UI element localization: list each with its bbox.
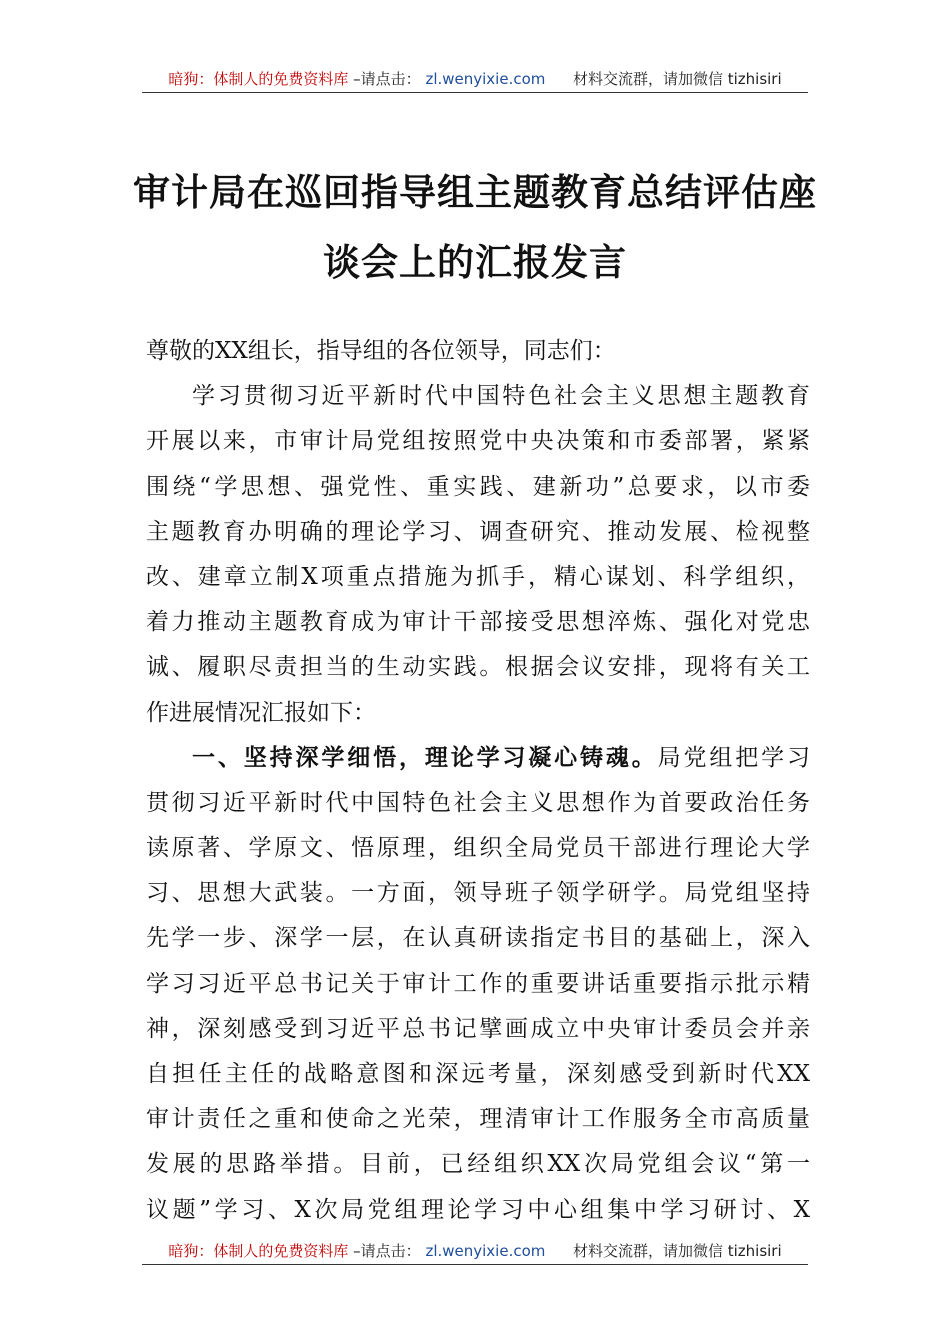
document-title-line-1: 审计局在巡回指导组主题教育总结评估座 [133, 170, 817, 214]
section1-line: 贯彻习近平新时代中国特色社会主义思想作为首要政治任务 [146, 789, 810, 816]
greeting: 尊敬的XX组长，指导组的各位领导，同志们： [146, 338, 616, 364]
intro-line: 着力推动主题教育成为审计干部接受思想淬炼、强化对党忠 [146, 609, 810, 636]
intro-line: 围绕“学思想、强党性、重实践、建新功”总要求，以市委 [146, 473, 810, 500]
footer-link[interactable]: zl.wenyixie.com [425, 1242, 546, 1260]
section1-first-line [146, 736, 810, 781]
section1-first-rest: 局党组把学习 [657, 744, 811, 771]
banner-contact-text: 材料交流群，请加微信 tizhisiri [572, 70, 782, 88]
intro-line: 学习贯彻习近平新时代中国特色社会主义思想主题教育 [192, 383, 810, 410]
section1-line: 习、思想大武装。一方面，领导班子领学研学。局党组坚持 [146, 880, 810, 907]
document-title-line-2: 谈会上的汇报发言 [323, 240, 627, 284]
intro-line: 主题教育办明确的理论学习、调查研究、推动发展、检视整 [146, 518, 810, 545]
footer-click-text: –请点击： [353, 1242, 421, 1260]
banner-click-text: –请点击： [353, 70, 421, 88]
section1-heading: 一、坚持深学细悟，理论学习凝心铸魂。 [192, 744, 658, 771]
section1-line: 神，深刻感受到习近平总书记擘画成立中央审计委员会并亲 [146, 1015, 810, 1042]
section1-line: 审计责任之重和使命之光荣，理清审计工作服务全市高质量 [146, 1106, 810, 1133]
footer-contact-text: 材料交流群，请加微信 tizhisiri [572, 1242, 782, 1260]
intro-line: 改、建章立制X项重点措施为抓手，精心谋划、科学组织， [146, 563, 810, 590]
header-banner [142, 66, 808, 93]
section1-line: 发展的思路举措。目前，已经组织XX次局党组会议“第一 [146, 1151, 810, 1178]
banner-link[interactable]: zl.wenyixie.com [425, 70, 546, 88]
footer-banner [142, 1238, 808, 1265]
section1-line: 学习习近平总书记关于审计工作的重要讲话重要指示批示精 [146, 970, 810, 997]
document-body [146, 329, 810, 1233]
intro-line: 诚、履职尽责担当的生动实践。根据会议安排，现将有关工 [146, 654, 810, 681]
section1-line: 先学一步、深学一层，在认真研读指定书目的基础上，深入 [146, 925, 810, 952]
banner-red-text: 暗狗：体制人的免费资料库 [168, 70, 349, 88]
section1-line: 自担任主任的战略意图和深远考量，深刻感受到新时代XX [146, 1061, 810, 1087]
footer-red-text: 暗狗：体制人的免费资料库 [168, 1242, 349, 1260]
intro-line: 开展以来，市审计局党组按照党中央决策和市委部署，紧紧 [146, 428, 810, 455]
section1-line: 读原著、学原文、悟原理，组织全局党员干部进行理论大学 [146, 835, 810, 862]
section1-line: 议题”学习、X次局党组理论学习中心组集中学习研讨、X [146, 1196, 810, 1223]
intro-line: 作进展情况汇报如下： [146, 699, 376, 726]
